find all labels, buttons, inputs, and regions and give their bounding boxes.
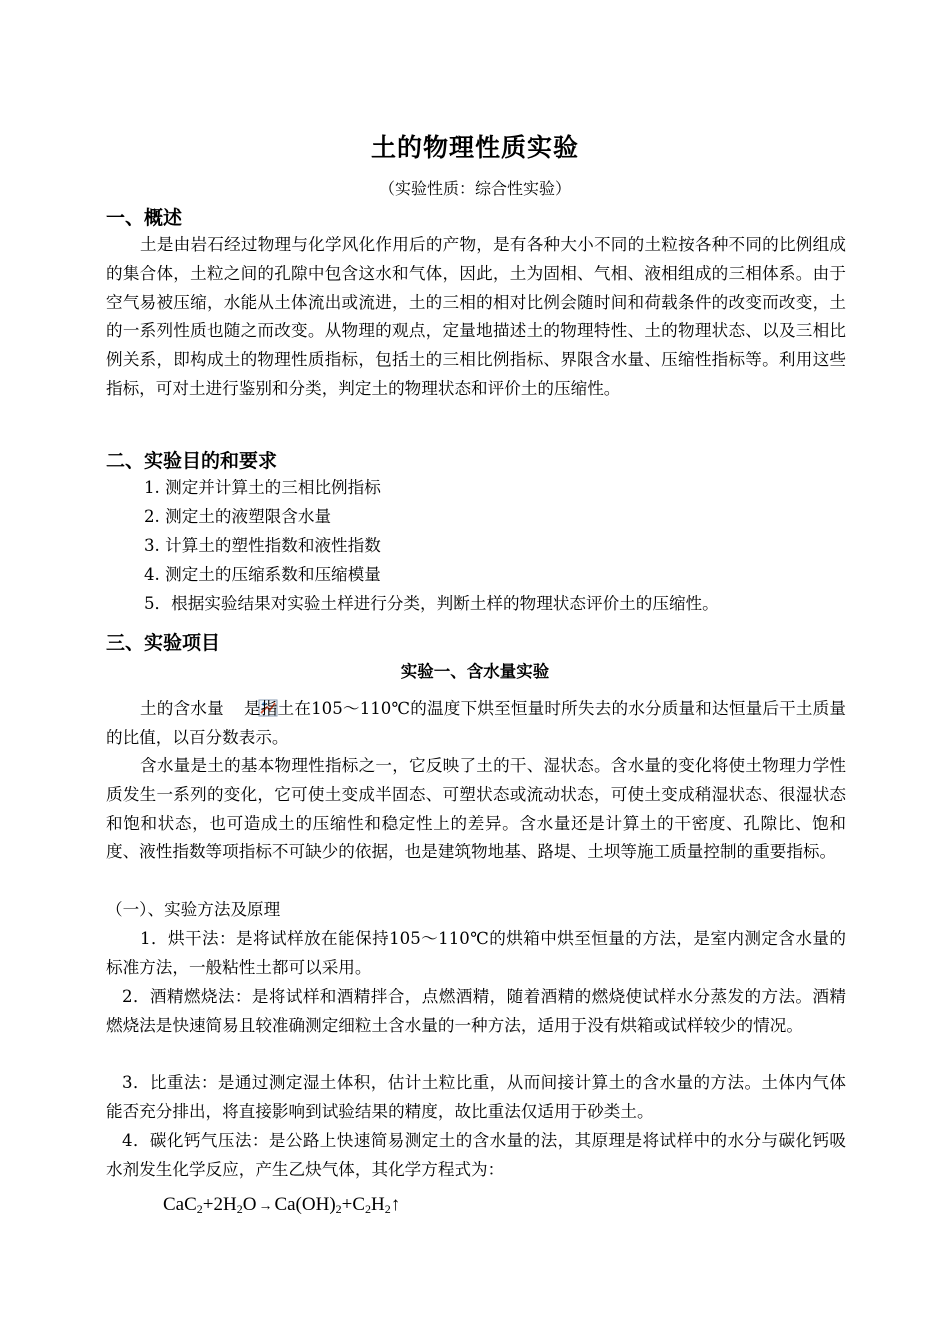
objective-item: 4. 测定土的压缩系数和压缩模量 [144,565,381,584]
chemical-equation: $CaC_2+2H_2O$ → $Ca(OH)_2+C_2H_2↑$ [163,1194,401,1216]
methods-heading: （一）、实验方法及原理 [106,900,281,919]
overview-paragraph: 土是由岩石经过物理与化学风化作用后的产物，是有各种大小不同的土粒按各种不同的比例组成的集合体，土粒之间的孔隙中包含这水和气体，因此，土为固相、气相、液相组成的三相体系。由于空气易被压缩，水能从土体流出或流进，土的三相的相对比例会随时间和荷载条件的改变而改变，土的一系列性质也随之而改变。从物理的观点，定量地描述土的物理特性、土的物理状态、以及三相比例关系，即构成土的物理性质指标，包括土的三相比例指标、界限含水量、压缩性指标等。利用这些指标，可对土进行鉴别和分类，判定土的物理状态和评价土的压缩性。 [106,235,846,398]
moisture-paragraph: 含水量是土的基本物理性指标之一，它反映了土的干、湿状态。含水量的变化将使土物理力学性质发生一系列的变化，它可使土变成半固态、可塑状态或流动状态，可使土变成稍湿状态、很湿状态和饱和状态，也可造成土的压缩性和稳定性上的差异。含水量还是计算土的干密度、孔隙比、饱和度、液性指数等项指标不可缺少的依据，也是建筑物地基、路堤、土坝等施工质量控制的重要指标。 [106,756,846,862]
objective-item: 2. 测定土的液塑限含水量 [144,507,332,526]
definition-text-lead: 土的含水量 [140,699,224,718]
reaction-arrow-icon: → [258,1199,273,1214]
objective-item: 1. 测定并计算土的三相比例指标 [144,478,381,497]
page-title: 土的物理性质实验 [370,133,579,162]
definition-paragraph [106,695,846,753]
section-heading-experiments: 三、实验项目 [106,632,221,654]
formula-image-icon [224,698,244,716]
section-heading-overview: 一、概述 [106,207,183,229]
page-subtitle: （实验性质：综合性实验） [378,179,571,198]
definition-text-rest: 是指土在105～110℃的温度下烘至恒量时所失去的水分质量和达恒量后干土质量的比值，以百分数表示。 [106,699,847,747]
method-alcohol-burning: 2．酒精燃烧法：是将试样和酒精拌合，点燃酒精，随着酒精的燃烧使试样水分蒸发的方法。酒精燃烧法是快速简易且较准确测定细粒土含水量的一种方法，适用于没有烘箱或试样较少的情况。 [106,987,846,1035]
objective-item: 5．根据实验结果对实验土样进行分类，判断土样的物理状态评价土的压缩性。 [144,594,719,613]
section-heading-objectives: 二、实验目的和要求 [106,450,278,472]
method-oven-drying: 1．烘干法：是将试样放在能保持105～110℃的烘箱中烘至恒量的方法，是室内测定含水量的标准方法，一般粘性土都可以采用。 [106,929,846,977]
experiment-title: 实验一、含水量实验 [400,662,550,681]
objective-item: 3. 计算土的塑性指数和液性指数 [144,536,381,555]
method-calcium-carbide: 4．碳化钙气压法：是公路上快速简易测定土的含水量的法，其原理是将试样中的水分与碳化钙吸水剂发生化学反应，产生乙炔气体，其化学方程式为： [106,1131,846,1179]
method-specific-gravity: 3．比重法：是通过测定湿土体积，估计土粒比重，从而间接计算土的含水量的方法。土体内气体能否充分排出，将直接影响到试验结果的精度，故比重法仅适用于砂类土。 [106,1073,846,1121]
